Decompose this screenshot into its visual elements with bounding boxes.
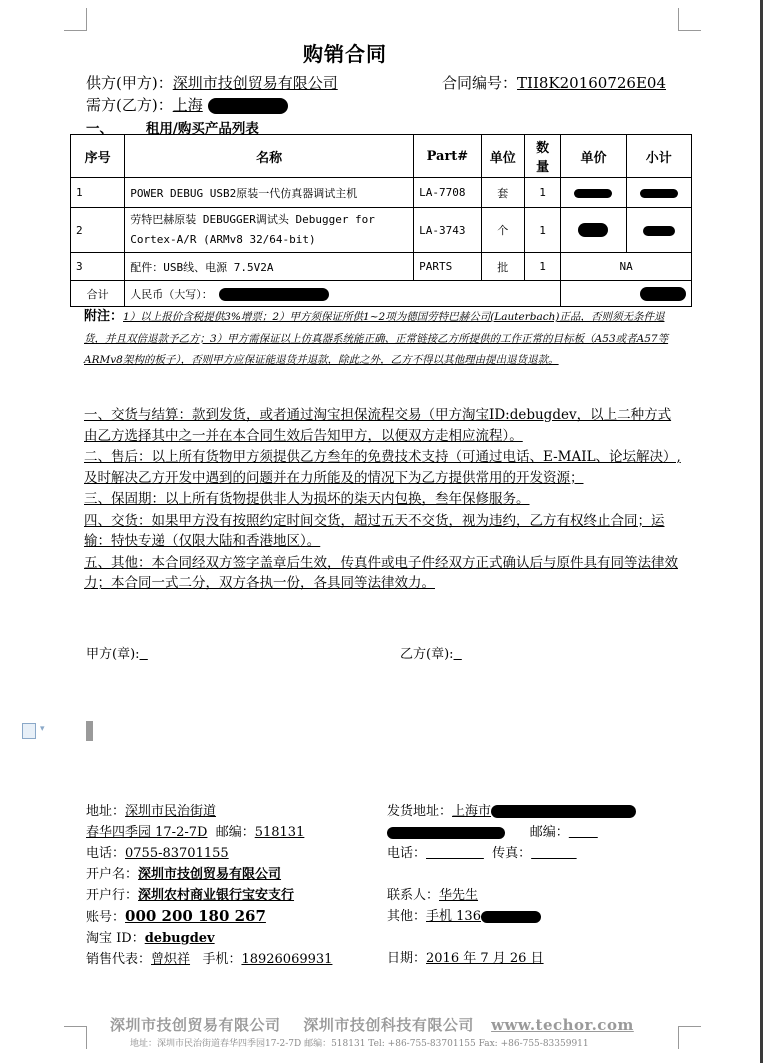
terms-block xyxy=(84,405,684,595)
crop-mark-top-left xyxy=(64,8,87,31)
contract-no: TII8K20160726E04 xyxy=(517,74,667,92)
account-name-line xyxy=(86,864,386,885)
col-header-part: Part# xyxy=(414,135,482,178)
cell-no: 3 xyxy=(71,253,125,281)
supplier-line xyxy=(86,72,338,93)
cell-part: LA-3743 xyxy=(414,208,482,253)
total-rmb-label: 人民币（大写）： xyxy=(130,287,213,301)
address-line xyxy=(86,801,386,822)
crop-mark-bottom-right xyxy=(678,1026,701,1049)
contact-value: 华先生 xyxy=(439,888,479,903)
redaction xyxy=(219,288,329,301)
cell-qty: 1 xyxy=(524,178,561,208)
account-name-value: 深圳市技创贸易有限公司 xyxy=(138,867,282,882)
party-a-blank xyxy=(140,647,148,662)
postcode-value: 518131 xyxy=(254,825,305,840)
supplier-name: 深圳市技创贸易有限公司 xyxy=(172,74,338,92)
taobao-line xyxy=(86,928,386,949)
left-info-block xyxy=(86,801,386,970)
cell-name: POWER DEBUG USB2原装一代仿真器调试主机 xyxy=(125,178,414,208)
signature-party-b xyxy=(400,643,462,662)
account-line xyxy=(86,906,386,928)
table-total-row xyxy=(71,281,692,307)
phone-value: 0755-83701155 xyxy=(125,846,229,861)
ship-label: 发货地址： xyxy=(387,804,453,819)
cell-unit: 批 xyxy=(481,253,524,281)
rep-label: 销售代表： xyxy=(86,952,152,967)
cell-no: 1 xyxy=(71,178,125,208)
contract-no-label: 合同编号： xyxy=(442,74,518,92)
cell-subtotal xyxy=(626,178,691,208)
col-header-subtotal: 小计 xyxy=(626,135,691,178)
total-subtotal-cell xyxy=(561,281,692,307)
other-line xyxy=(387,906,687,927)
cell-price: NA xyxy=(561,253,692,281)
address-line-2 xyxy=(86,822,386,843)
buyer-label: 需方(乙方)： xyxy=(86,96,173,114)
table-row xyxy=(71,208,692,253)
table-row xyxy=(71,253,692,281)
document-icon[interactable] xyxy=(22,723,36,739)
col-header-no: 序号 xyxy=(71,135,125,178)
col-header-name: 名称 xyxy=(125,135,414,178)
col-header-qty: 数量 xyxy=(524,135,561,178)
col-header-price: 单价 xyxy=(561,135,626,178)
other-label: 其他： xyxy=(387,909,427,924)
redaction xyxy=(578,223,608,237)
note-label: 附注： xyxy=(84,309,124,324)
date-value: 2016 年 7 月 26 日 xyxy=(426,951,544,966)
redaction xyxy=(640,189,678,198)
account-label: 账号： xyxy=(86,910,126,925)
supplier-label: 供方(甲方)： xyxy=(86,74,173,92)
cell-no: 2 xyxy=(71,208,125,253)
bank-value: 深圳农村商业银行宝安支行 xyxy=(138,888,295,903)
term-4: 四、交货：如果甲方没有按照约定时间交货，超过五天不交货，视为违约，乙方有权终止合同；运输：特快专递（仅限大陆和香港地区）。 xyxy=(84,512,665,549)
party-b-label: 乙方(章): xyxy=(400,647,454,662)
total-label: 合计 xyxy=(71,281,125,307)
cell-unit: 个 xyxy=(481,208,524,253)
phone-label: 电话： xyxy=(86,846,126,861)
product-table xyxy=(70,134,692,307)
cell-part: LA-7708 xyxy=(414,178,482,208)
table-header-row xyxy=(71,135,692,178)
redaction xyxy=(640,287,686,301)
contact-line xyxy=(387,885,687,906)
footer-website[interactable]: www.techor.com xyxy=(491,1016,634,1034)
contract-no-line xyxy=(442,72,666,93)
total-amount-cell xyxy=(125,281,561,307)
redaction xyxy=(574,189,612,198)
fax-label: 传真： xyxy=(492,846,532,861)
footer-address: 地址：深圳市民治街道春华四季园17-2-7D 邮编：518131 Tel: +86-755-83701155 Fax: +86-755-83359911 xyxy=(130,1039,589,1049)
right-phone-line xyxy=(387,843,687,864)
signature-party-a xyxy=(86,643,148,662)
fax-blank xyxy=(531,846,576,861)
address-value-2: 春华四季园 17-2-7D xyxy=(86,825,208,840)
cell-qty: 1 xyxy=(524,208,561,253)
address-value: 深圳市民治街道 xyxy=(125,804,217,819)
redaction xyxy=(387,827,505,839)
ship-line xyxy=(387,801,687,822)
crop-mark-top-right xyxy=(678,8,701,31)
cell-price xyxy=(561,208,626,253)
postcode-label: 邮编： xyxy=(215,825,255,840)
crop-mark-bottom-left xyxy=(64,1026,87,1049)
col-header-unit: 单位 xyxy=(481,135,524,178)
taobao-label: 淘宝 ID： xyxy=(86,931,145,946)
section-heading-products: 一、 租用/购买产品列表 xyxy=(86,121,259,137)
ship-line-2 xyxy=(387,822,687,843)
right-phone-blank xyxy=(426,846,484,861)
party-b-blank xyxy=(454,647,462,662)
document-title: 购销合同 xyxy=(303,42,387,66)
account-value: 000 200 180 267 xyxy=(125,907,266,925)
party-a-label: 甲方(章): xyxy=(86,647,140,662)
right-postcode-blank xyxy=(569,825,598,840)
table-row xyxy=(71,178,692,208)
cell-name: 劳特巴赫原装 DEBUGGER调试头 Debugger for Cortex-A/R (ARMv8 32/64-bit) xyxy=(125,208,414,253)
bank-label: 开户行： xyxy=(86,888,139,903)
cell-subtotal xyxy=(626,208,691,253)
mobile-label: 手机： xyxy=(202,952,242,967)
note-block xyxy=(84,306,684,372)
cell-part: PARTS xyxy=(414,253,482,281)
footer-company-1: 深圳市技创贸易有限公司 xyxy=(110,1016,281,1034)
date-line xyxy=(387,948,687,969)
rep-value: 曾炽祥 xyxy=(151,952,191,967)
chevron-down-icon[interactable]: ▾ xyxy=(40,724,45,734)
right-phone-label: 电话： xyxy=(387,846,427,861)
buyer-line xyxy=(86,94,288,115)
term-5: 五、其他：本合同经双方签字盖章后生效，传真件或电子件经双方正式确认后与原件具有同等法律效力；本合同一式二分，双方各执一份，各具同等法律效力。 xyxy=(84,554,678,591)
contact-label: 联系人： xyxy=(387,888,440,903)
footer-companies xyxy=(110,1014,634,1035)
taobao-value: debugdev xyxy=(144,931,215,946)
cell-qty: 1 xyxy=(524,253,561,281)
redaction xyxy=(643,226,675,236)
term-2: 二、售后：以上所有货物甲方须提供乙方叁年的免费技术支持（可通过电话、E-MAIL、论坛解决）,及时解决乙方开发中遇到的问题并在力所能及的情况下为乙方提供常用的开发资源； xyxy=(84,449,681,486)
redaction xyxy=(491,805,636,818)
cell-unit: 套 xyxy=(481,178,524,208)
mobile-value: 18926069931 xyxy=(241,952,333,967)
account-name-label: 开户名： xyxy=(86,867,139,882)
spacer-line xyxy=(387,927,687,948)
date-label: 日期： xyxy=(387,951,427,966)
note-text: 1）以上报价含税提供3%增票；2）甲方须保证所供1~2项为德国劳特巴赫公司(Lauterbach)正品，否则须无条件退货，并且双倍退款予乙方；3）甲方需保证以上仿真器系统能正确、正常链接乙方所提供的工作正常的目标板（A53或者A57等ARMv8架构的板子），否则甲方应保证能退货并退款，除此之外，乙方不得以其他理由提出退货退款。 xyxy=(84,311,669,366)
term-3: 三、保固期：以上所有货物提供非人为损坏的柒天内包换，叁年保修服务。 xyxy=(84,491,530,507)
rep-line xyxy=(86,949,386,970)
footer-company-2: 深圳市技创科技有限公司 xyxy=(303,1016,474,1034)
right-info-block xyxy=(387,801,687,969)
bank-line xyxy=(86,885,386,906)
address-label: 地址： xyxy=(86,804,126,819)
other-value: 手机 136 xyxy=(426,909,481,924)
redaction xyxy=(208,98,288,114)
right-postcode-label: 邮编： xyxy=(529,825,569,840)
text-cursor xyxy=(86,721,93,741)
phone-line xyxy=(86,843,386,864)
spacer-line xyxy=(387,864,687,885)
term-1: 一、交货与结算：款到发货，或者通过淘宝担保流程交易（甲方淘宝ID:debugdev，以上二种方式由乙方选择其中之一并在本合同生效后告知甲方，以便双方走相应流程）。 xyxy=(84,407,672,444)
cell-price xyxy=(561,178,626,208)
buyer-name: 上海 xyxy=(172,96,203,114)
redaction xyxy=(481,911,541,923)
ship-value: 上海市 xyxy=(452,804,492,819)
cell-name: 配件：USB线、电源 7.5V2A xyxy=(125,253,414,281)
